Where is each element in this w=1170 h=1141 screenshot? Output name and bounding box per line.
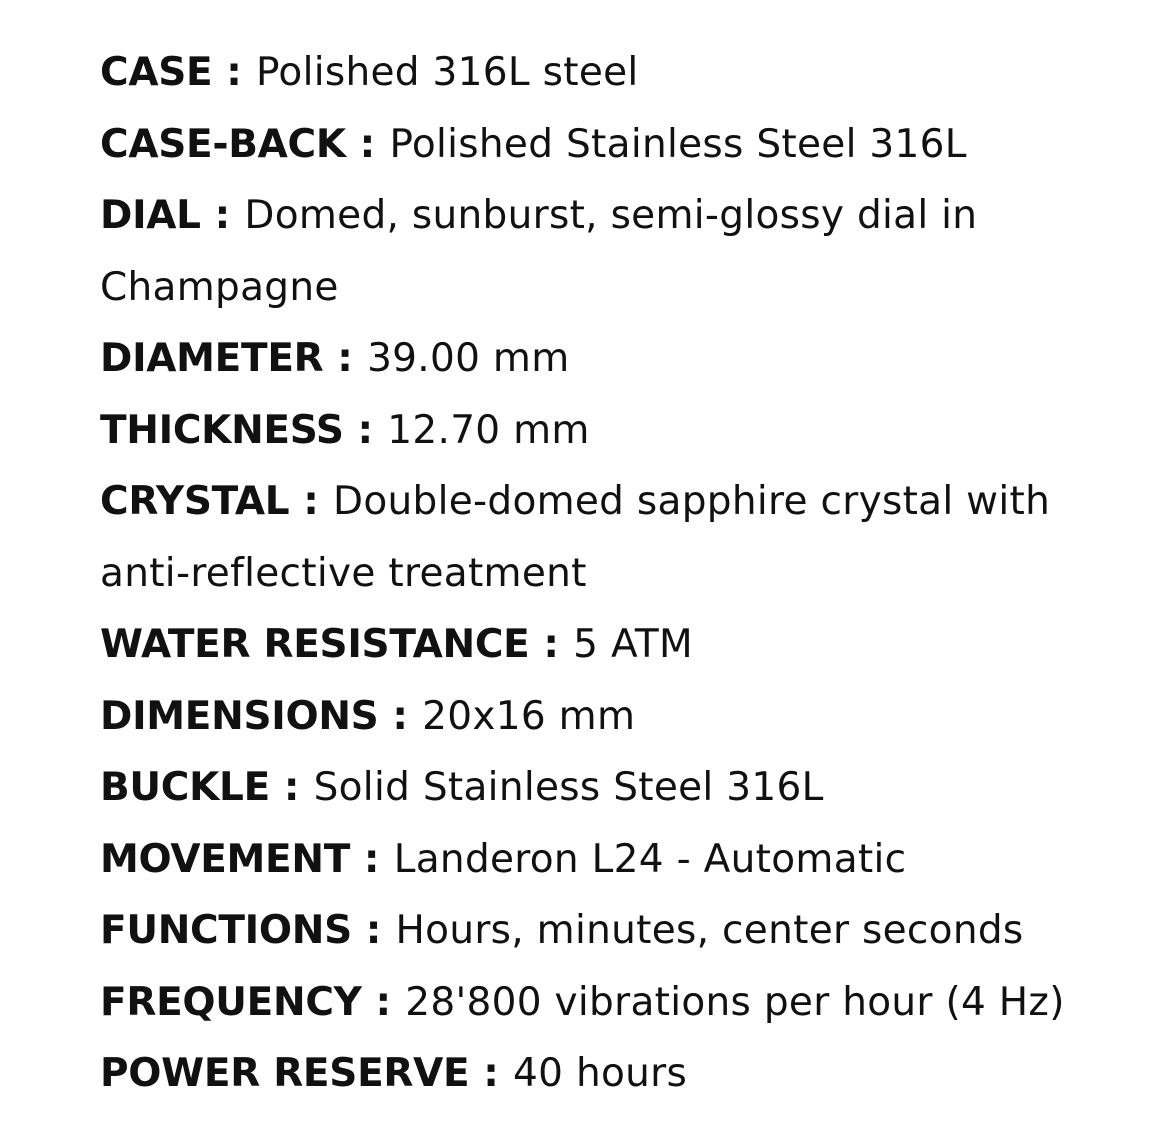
- spec-separator: :: [289, 479, 334, 524]
- spec-value: 12.70 mm: [387, 407, 590, 453]
- spec-separator: :: [361, 979, 406, 1025]
- spec-row-power-reserve: [100, 1038, 1150, 1110]
- spec-value: 28'800 vibrations per hour (4 Hz): [405, 979, 1065, 1025]
- spec-separator: :: [343, 407, 388, 453]
- spec-separator: :: [351, 908, 396, 953]
- spec-row-thickness: [100, 395, 1150, 467]
- spec-label: FUNCTIONS: [100, 908, 352, 953]
- spec-label: CRYSTAL: [100, 479, 290, 524]
- spec-separator: :: [378, 693, 423, 739]
- spec-row-water-resistance: [100, 609, 1150, 681]
- spec-value: Polished 316L steel: [256, 50, 639, 95]
- spec-value: 40 hours: [513, 1051, 688, 1096]
- spec-label: BUCKLE: [100, 765, 270, 810]
- spec-value: 20x16 mm: [422, 693, 636, 739]
- spec-list: [100, 37, 1150, 1110]
- spec-row-frequency: [100, 967, 1150, 1039]
- spec-row-buckle: [100, 752, 1150, 824]
- spec-row-crystal: [100, 466, 1150, 609]
- spec-separator: :: [212, 50, 256, 95]
- spec-value: 5 ATM: [573, 622, 693, 667]
- spec-separator: :: [529, 622, 574, 667]
- spec-label: POWER RESERVE: [100, 1051, 470, 1096]
- spec-value: Landeron L24 - Automatic: [393, 836, 907, 882]
- spec-separator: :: [200, 193, 245, 238]
- spec-value: Polished Stainless Steel 316L: [389, 121, 967, 167]
- spec-value: Solid Stainless Steel 316L: [313, 765, 824, 810]
- spec-separator: :: [269, 765, 314, 810]
- spec-value: Double-domed sapphire crystal with anti-reflective treatment: [100, 479, 1051, 596]
- spec-row-dial: [100, 180, 1150, 323]
- spec-label: MOVEMENT: [100, 836, 351, 882]
- spec-label: FREQUENCY: [100, 979, 362, 1025]
- spec-label: DIAMETER: [100, 336, 324, 381]
- spec-label: CASE: [100, 50, 213, 95]
- spec-separator: :: [345, 121, 390, 167]
- spec-value: 39.00 mm: [367, 336, 570, 381]
- spec-label: CASE-BACK: [100, 121, 346, 167]
- spec-label: DIAL: [100, 193, 201, 238]
- spec-value: Hours, minutes, center seconds: [395, 908, 1024, 953]
- spec-label: DIMENSIONS: [100, 693, 379, 739]
- spec-row-case: [100, 37, 1150, 109]
- spec-label: WATER RESISTANCE: [100, 622, 530, 667]
- spec-separator: :: [469, 1051, 514, 1096]
- spec-row-dimensions: [100, 681, 1150, 753]
- spec-value: Domed, sunburst, semi-glossy dial in Champagne: [100, 193, 978, 310]
- spec-row-diameter: [100, 323, 1150, 395]
- spec-row-case-back: [100, 109, 1150, 181]
- spec-separator: :: [323, 336, 368, 381]
- spec-separator: :: [350, 836, 394, 882]
- spec-label: THICKNESS: [100, 407, 344, 453]
- spec-row-movement: [100, 824, 1150, 896]
- spec-row-functions: [100, 895, 1150, 967]
